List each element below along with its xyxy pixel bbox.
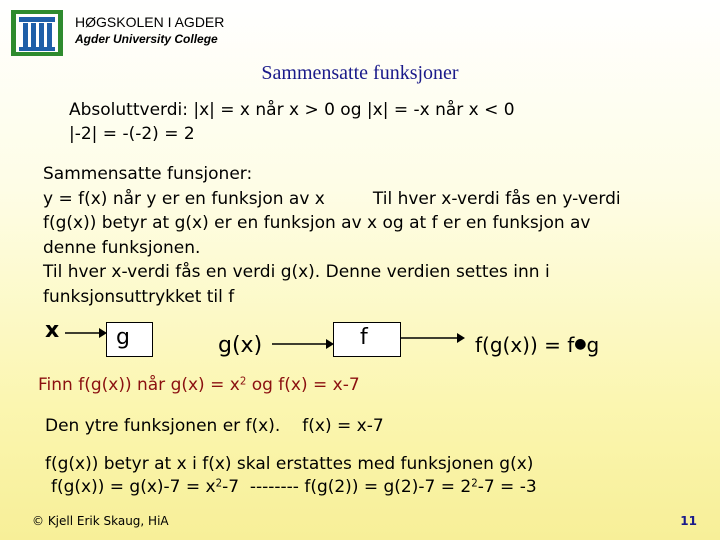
arrow-f-to-result-icon — [401, 331, 465, 345]
college-logo-icon — [11, 10, 63, 56]
body-line-3: f(g(x)) betyr at g(x) er en funksjon av x og at f er en funksjon av — [43, 213, 591, 233]
solution-2-sup1: 2 — [215, 478, 223, 490]
diagram-result-text: f(g(x)) = f — [475, 333, 575, 357]
diagram-gx: g(x) — [218, 333, 263, 358]
solution-line-1: f(g(x)) betyr at x i f(x) skal erstattes med funksjonen g(x) — [45, 454, 534, 474]
diagram-result — [475, 333, 599, 357]
solution-2-sup2: 2 — [471, 478, 478, 490]
page-number: 11 — [680, 514, 697, 528]
body-line-2a: y = f(x) når y er en funksjon av x — [43, 188, 325, 209]
diagram-result-g: g — [586, 333, 600, 357]
body-line-4: denne funksjonen. — [43, 237, 201, 258]
outer-function-line — [45, 414, 384, 438]
compose-dot-icon: ● — [574, 335, 587, 352]
diagram-x: x — [45, 318, 60, 343]
school-subtitle: Agder University College — [75, 32, 218, 46]
body-line-5: Til hver x-verdi fås en verdi g(x). Denne verdien settes inn i — [43, 262, 550, 282]
solution-2c: -7 = -3 — [477, 477, 537, 497]
intro-line-1: Absoluttverdi: |x| = x når x > 0 og |x| = -x når x < 0 — [69, 100, 515, 120]
body-line-6: funksjonsuttrykket til f — [43, 286, 235, 307]
arrow-gx-to-f-icon — [272, 337, 334, 351]
body-line-1: Sammensatte funsjoner: — [43, 164, 253, 184]
copyright: © Kjell Erik Skaug, HiA — [32, 514, 169, 528]
solution-2b: -7 -------- f(g(2)) = g(2)-7 = 2 — [222, 477, 472, 497]
example-task-b: og f(x) = x-7 — [246, 375, 360, 395]
solution-line-2 — [51, 475, 537, 499]
intro-line-2: |-2| = -(-2) = 2 — [69, 124, 195, 144]
outer-function-text: Den ytre funksjonen er f(x). — [45, 416, 281, 436]
school-name: HØGSKOLEN I AGDER — [75, 14, 225, 30]
body-line-2b: Til hver x-verdi fås en y-verdi — [372, 188, 621, 209]
example-task-a: Finn f(g(x)) når g(x) = x — [38, 375, 240, 395]
arrow-x-to-g-icon — [65, 326, 107, 340]
outer-function-expr: f(x) = x-7 — [302, 416, 384, 436]
example-task — [38, 373, 360, 397]
diagram-g: g — [116, 325, 130, 350]
body-text — [43, 162, 621, 309]
example-task-sup: 2 — [239, 376, 247, 388]
slide-title: Sammensatte funksjoner — [261, 62, 459, 84]
diagram-f: f — [360, 325, 368, 350]
solution-2a: f(g(x)) = g(x)-7 = x — [51, 477, 216, 497]
body-line-2 — [43, 187, 621, 212]
